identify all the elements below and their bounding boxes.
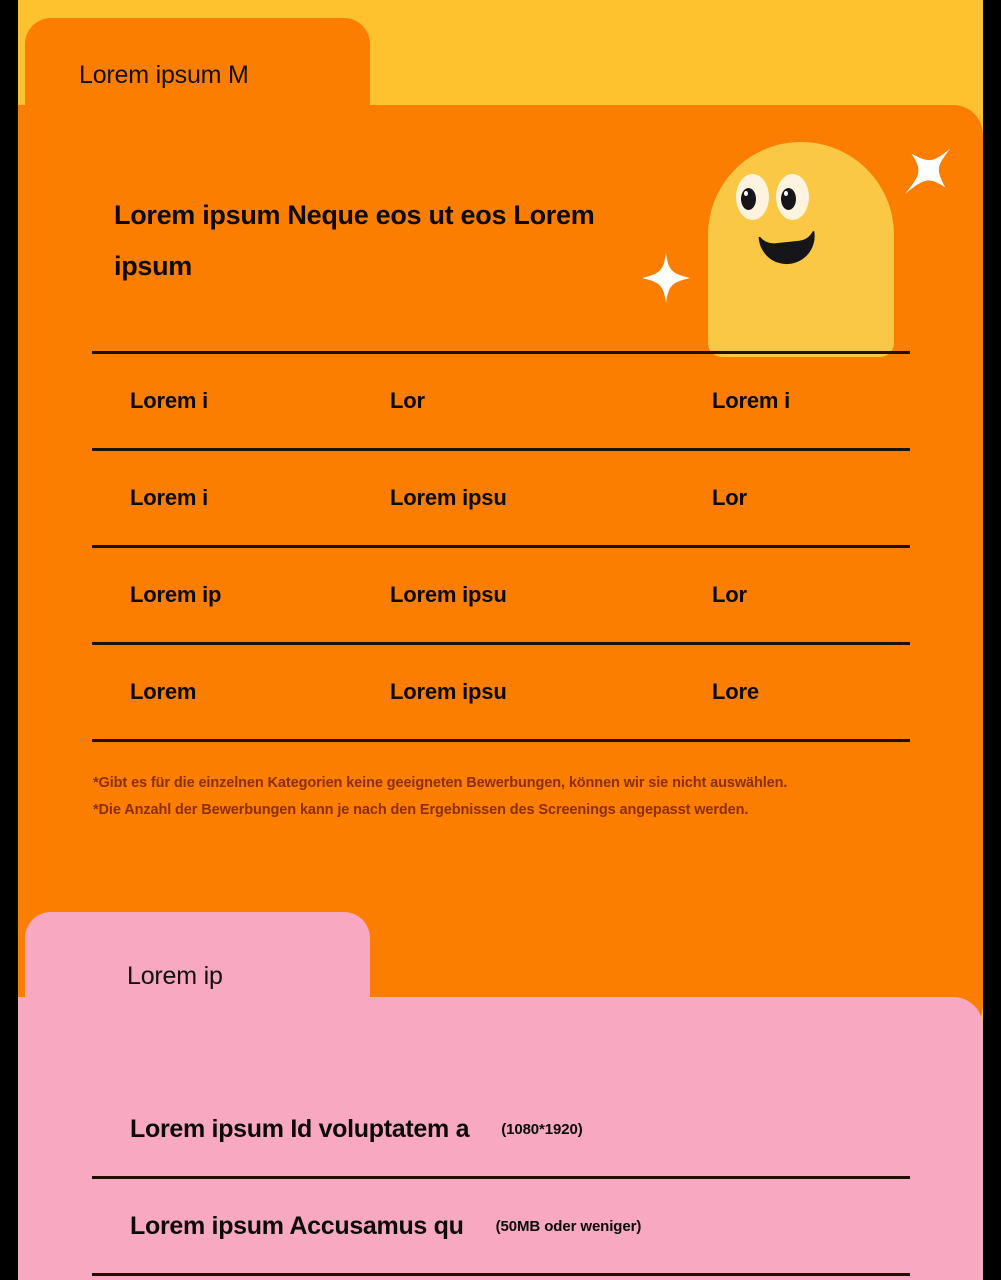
- tab-orange-label: Lorem ipsum M: [79, 61, 249, 89]
- orange-data-table: [92, 351, 910, 742]
- table-cell-col2: Lorem ipsu: [390, 485, 507, 510]
- list-item: [92, 1082, 910, 1179]
- sparkle-x-icon[interactable]: [892, 137, 962, 207]
- mascot-pupil-left: [741, 188, 756, 210]
- table-cell-col3: Lorem i: [712, 388, 791, 413]
- table-cell-col3: Lor: [712, 485, 747, 510]
- table-row: [92, 351, 910, 451]
- table-cell-col3: Lore: [712, 679, 759, 704]
- orange-card-heading: Lorem ipsum Neque eos ut eos Lorem ipsum: [114, 200, 595, 281]
- pink-row-label: Lorem ipsum Id voluptatem a: [130, 1114, 470, 1143]
- mascot-eye-right: [776, 174, 809, 220]
- pink-card: [18, 997, 983, 1280]
- pink-row-label: Lorem ipsum Accusamus qu: [130, 1211, 464, 1240]
- table-cell-col1: Lorem ip: [130, 582, 222, 607]
- table-cell-col1: Lorem: [130, 679, 197, 704]
- pink-row-note: (50MB oder weniger): [495, 1217, 642, 1235]
- mascot-pupil-right: [781, 188, 796, 210]
- orange-card: [18, 105, 983, 1035]
- tab-pink-label: Lorem ip: [127, 962, 223, 990]
- pink-row-note: (1080*1920): [501, 1120, 583, 1138]
- list-item: [92, 1179, 910, 1276]
- mascot-eye-left: [736, 174, 769, 220]
- pink-data-table: [92, 1082, 910, 1276]
- table-cell-col1: Lorem i: [130, 388, 209, 413]
- table-cell-col1: Lorem i: [130, 485, 209, 510]
- footnote-line: *Die Anzahl der Bewerbungen kann je nach den Ergebnissen des Screenings angepasst werden.: [93, 802, 749, 818]
- footnote-line: *Gibt es für die einzelnen Kategorien keine geeigneten Bewerbungen, können wir sie nicht auswählen.: [93, 775, 788, 791]
- table-cell-col2: Lorem ipsu: [390, 679, 507, 704]
- table-cell-col3: Lor: [712, 582, 747, 607]
- table-cell-col2: Lorem ipsu: [390, 582, 507, 607]
- table-row: [92, 548, 910, 645]
- mascot-blob-icon: [708, 142, 894, 357]
- table-row: [92, 451, 910, 548]
- sparkle-icon: [640, 252, 692, 304]
- footnote-group: [93, 770, 953, 824]
- table-row: [92, 645, 910, 742]
- table-cell-col2: Lor: [390, 388, 425, 413]
